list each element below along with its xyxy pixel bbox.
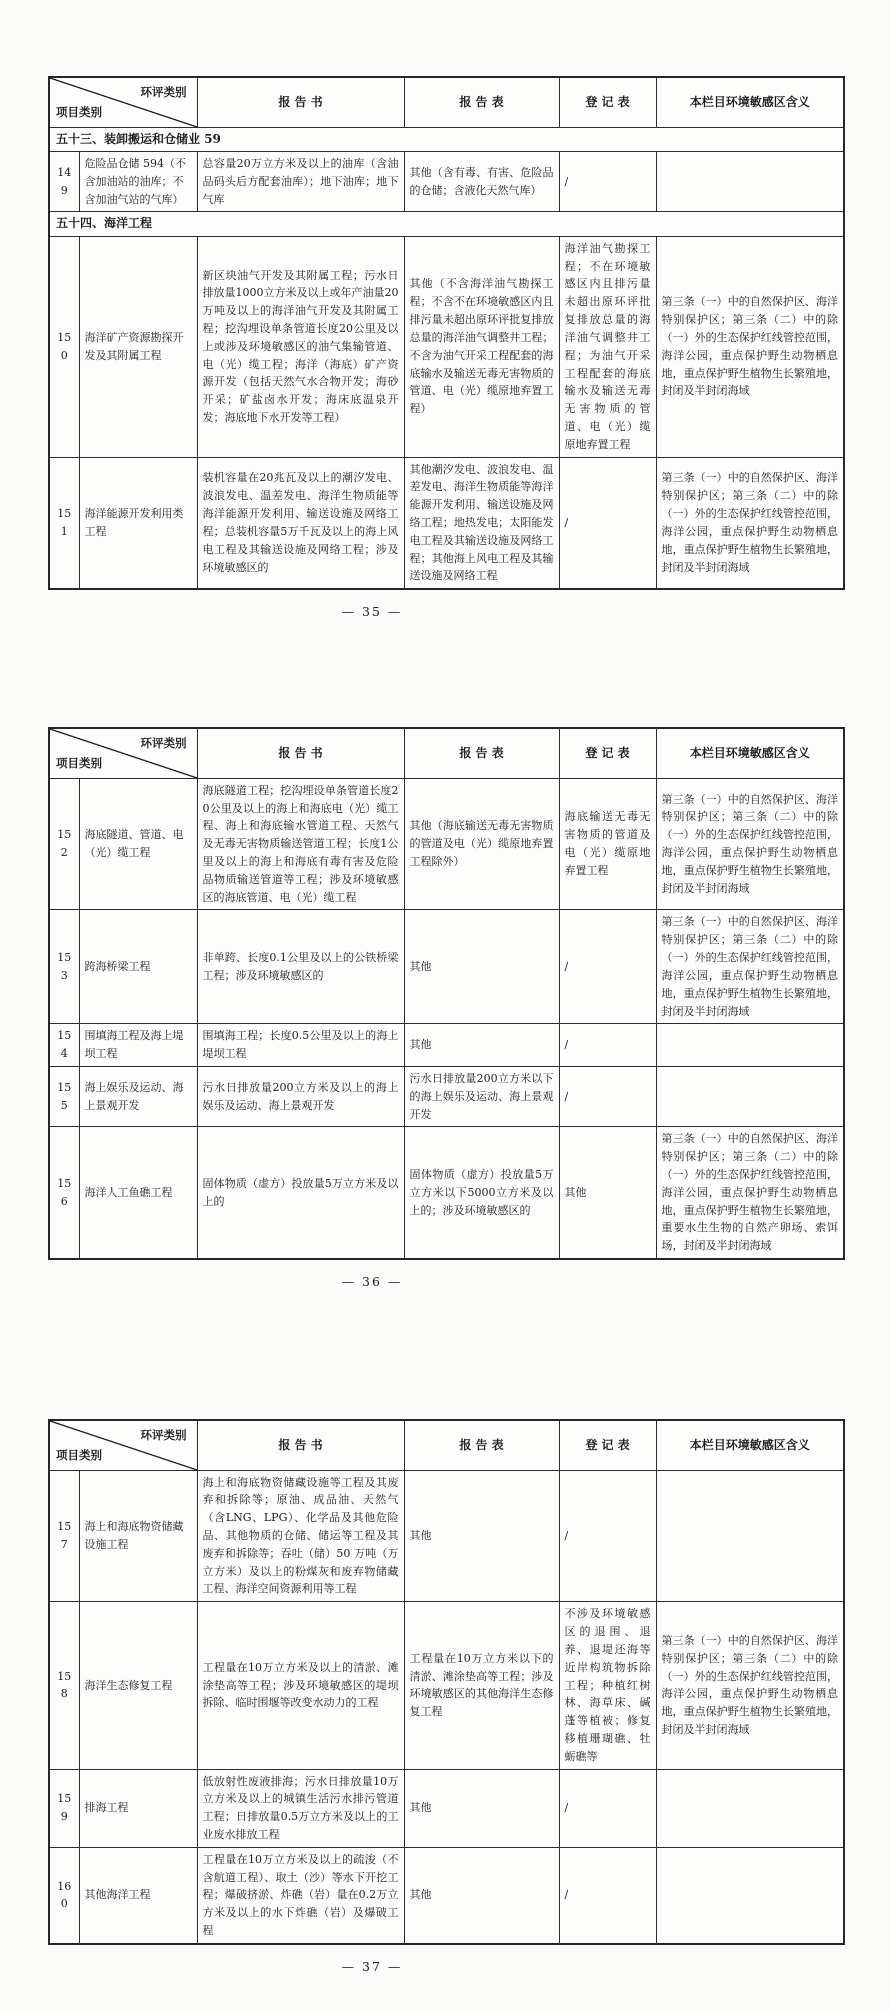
project-category-cell: 海底隧道、管道、电（光）缆工程 <box>79 778 197 910</box>
table-header-row <box>49 728 844 778</box>
sensitive-meaning-cell <box>656 1024 844 1067</box>
header-sensitive-meaning: 本栏目环境敏感区含义 <box>656 728 844 778</box>
header-report-form: 报 告 表 <box>404 728 559 778</box>
registration-form-cell: 海洋油气勘探工程；不在环境敏感区内且排污量未超出原环评批复排放总量的海洋油气调整井工程；为油气开采工程配套的海底输水及输送无毒无害物质的管道、电（光）缆原地弃置工程 <box>559 236 656 457</box>
registration-form-cell: 不涉及环境敏感区的退围、退养、退堤还海等近岸构筑物拆除工程；种植红树林、海草床、碱蓬等植被；修复移植珊瑚礁、牡蛎礁等 <box>559 1602 656 1769</box>
table-row <box>49 457 844 589</box>
header-registration-form: 登 记 表 <box>559 77 656 127</box>
page-36 <box>48 727 843 1289</box>
sensitive-meaning-cell: 第三条（一）中的自然保护区、海洋特别保护区；第三条（二）中的除（一）外的生态保护红线管控范围，海洋公园，重点保护野生动物栖息地，重点保护野生植物生长繁殖地，封闭及半封闭海域 <box>656 778 844 910</box>
report-book-cell: 装机容量在20兆瓦及以上的潮汐发电、波浪发电、温差发电、海洋生物质能等海洋能源开发利用、输送设施及网络工程；总装机容量5万千瓦及以上的海上风电工程及其输送设施及网络工程；涉及环境敏感区的 <box>197 457 404 589</box>
header-diagonal-cell <box>49 77 197 127</box>
project-category-cell: 围填海工程及海上堤坝工程 <box>79 1024 197 1067</box>
page-number: — 37 — <box>341 1958 403 1974</box>
table-row <box>49 1769 844 1847</box>
table-row <box>49 1066 844 1126</box>
header-eia-category-label: 环评类别 <box>140 1428 187 1443</box>
table-row <box>49 1470 844 1602</box>
report-form-cell: 其他（含有毒、有害、危险品的仓储；含液化天然气库） <box>404 151 559 211</box>
row-number: 153 <box>49 910 79 1024</box>
registration-form-cell: / <box>559 910 656 1024</box>
table-row <box>49 236 844 457</box>
page-37 <box>48 1419 843 1974</box>
report-form-cell: 工程量在10万立方米以下的清淤、滩涂垫高等工程；涉及环境敏感区的其他海洋生态修复工程 <box>404 1602 559 1769</box>
page-number: — 35 — <box>341 604 403 620</box>
header-eia-category-label: 环评类别 <box>140 736 187 751</box>
report-form-cell: 其他（海底输送无毒无害物质的管道及电（光）缆原地弃置工程除外） <box>404 778 559 910</box>
header-report-form: 报 告 表 <box>404 77 559 127</box>
table-row <box>49 778 844 910</box>
sensitive-meaning-cell <box>656 151 844 211</box>
table-header-row <box>49 1420 844 1470</box>
report-form-cell: 污水日排放量200立方米以下的海上娱乐及运动、海上景观开发 <box>404 1066 559 1126</box>
project-category-cell: 海上娱乐及运动、海上景观开发 <box>79 1066 197 1126</box>
report-book-cell: 海底隧道工程；挖沟埋设单条管道长度20公里及以上的海上和海底电（光）缆工程、海上和海底输水管道工程、天然气及无毒无害物质输送管道工程；长度1公里及以上的海上和海底有毒有害及危险品物质输送管道等工程；涉及环境敏感区的海底管道、电（光）缆工程 <box>197 778 404 910</box>
registration-form-cell: / <box>559 1024 656 1067</box>
header-sensitive-meaning: 本栏目环境敏感区含义 <box>656 1420 844 1470</box>
header-eia-category-label: 环评类别 <box>140 85 187 99</box>
section-row <box>49 127 844 151</box>
row-number: 159 <box>49 1769 79 1847</box>
report-book-cell: 工程量在10万立方米及以上的疏浚（不含航道工程）、取土（沙）等水下开挖工程；爆破挤淤、炸礁（岩）量在0.2万立方米及以上的水下炸礁（岩）及爆破工程 <box>197 1847 404 1944</box>
registration-form-cell: / <box>559 1847 656 1944</box>
table-row <box>49 1024 844 1067</box>
report-book-cell: 低放射性废液排海；污水日排放量10万立方米及以上的城镇生活污水排污管道工程；日排放量0.5万立方米及以上的工业废水排放工程 <box>197 1769 404 1847</box>
project-category-cell: 其他海洋工程 <box>79 1847 197 1944</box>
header-report-form: 报 告 表 <box>404 1420 559 1470</box>
page-gap <box>48 619 843 727</box>
sensitive-meaning-cell <box>656 1470 844 1602</box>
eia-classification-table <box>48 1419 845 1945</box>
project-category-cell: 排海工程 <box>79 1769 197 1847</box>
row-number: 150 <box>49 236 79 457</box>
project-category-cell: 海洋生态修复工程 <box>79 1602 197 1769</box>
header-project-category-label: 项目类别 <box>56 756 102 771</box>
registration-form-cell: 海底输送无毒无害物质的管道及电（光）缆原地弃置工程 <box>559 778 656 910</box>
registration-form-cell: / <box>559 151 656 211</box>
registration-form-cell: / <box>559 1470 656 1602</box>
report-form-cell: 其他 <box>404 1470 559 1602</box>
header-report-book: 报 告 书 <box>197 77 404 127</box>
report-form-cell: 其他潮汐发电、波浪发电、温差发电、海洋生物质能等海洋能源开发利用、输送设施及网络工程；地热发电；太阳能发电工程及其输送设施及网络工程；其他海上风电工程及其输送设施及网络工程 <box>404 457 559 589</box>
row-number: 149 <box>49 151 79 211</box>
header-report-book: 报 告 书 <box>197 1420 404 1470</box>
registration-form-cell: / <box>559 1769 656 1847</box>
header-registration-form: 登 记 表 <box>559 728 656 778</box>
project-category-cell: 海洋能源开发利用类工程 <box>79 457 197 589</box>
eia-classification-table <box>48 76 845 590</box>
report-book-cell: 围填海工程；长度0.5公里及以上的海上堤坝工程 <box>197 1024 404 1067</box>
page-35 <box>48 76 843 619</box>
row-number: 160 <box>49 1847 79 1944</box>
section-row <box>49 212 844 236</box>
page-gap <box>48 1289 843 1419</box>
project-category-cell: 危险品仓储 594（不含加油站的油库；不含加油气站的气库） <box>79 151 197 211</box>
eia-classification-table <box>48 727 845 1260</box>
table-row <box>49 1127 844 1259</box>
sensitive-meaning-cell: 第三条（一）中的自然保护区、海洋特别保护区；第三条（二）中的除（一）外的生态保护红线管控范围，海洋公园，重点保护野生动物栖息地，重点保护野生植物生长繁殖地，封闭及半封闭海域 <box>656 910 844 1024</box>
report-book-cell: 工程量在10万立方米及以上的清淤、滩涂垫高等工程；涉及环境敏感区的堤坝拆除、临时围堰等改变水动力的工程 <box>197 1602 404 1769</box>
header-sensitive-meaning: 本栏目环境敏感区含义 <box>656 77 844 127</box>
report-form-cell: 其他（不含海洋油气勘探工程；不含不在环境敏感区内且排污量未超出原环评批复排放总量的海洋油气调整井工程；不含为油气开采工程配套的海底输水及输送无毒无害物质的管道、电（光）缆原地弃置工程） <box>404 236 559 457</box>
table-row <box>49 151 844 211</box>
row-number: 158 <box>49 1602 79 1769</box>
project-category-cell: 海洋人工鱼礁工程 <box>79 1127 197 1259</box>
row-number: 152 <box>49 778 79 910</box>
section-label: 五十三、装卸搬运和仓储业 59 <box>49 127 844 151</box>
project-category-cell: 海上和海底物资储藏设施工程 <box>79 1470 197 1602</box>
sensitive-meaning-cell <box>656 1066 844 1126</box>
report-book-cell: 海上和海底物资储藏设施等工程及其废弃和拆除等；原油、成品油、天然气（含LNG、LPG）、化学品及其他危险品、其他物质的仓储、储运等工程及其废弃和拆除等；吞吐（储）50 万吨（万立方米）及以上的粉煤灰和废弃物储藏工程、海洋空间资源利用等工程 <box>197 1470 404 1602</box>
section-label: 五十四、海洋工程 <box>49 212 844 236</box>
sensitive-meaning-cell: 第三条（一）中的自然保护区、海洋特别保护区；第三条（二）中的除（一）外的生态保护红线管控范围，海洋公园，重点保护野生动物栖息地，重点保护野生植物生长繁殖地，封闭及半封闭海域 <box>656 457 844 589</box>
report-book-cell: 新区块油气开发及其附属工程；污水日排放量1000立方米及以上或年产油量20万吨及以上的海洋油气开发及其附属工程；挖沟埋设单条管道长度20公里及以上或涉及环境敏感区的油气集输管道、电（光）缆工程；海洋（海底）矿产资源开发（包括天然气水合物开发；海砂开采；矿盐卤水开发；海床底温泉开发；海底地下水开发等工程） <box>197 236 404 457</box>
report-form-cell: 其他 <box>404 1769 559 1847</box>
project-category-cell: 海洋矿产资源勘探开发及其附属工程 <box>79 236 197 457</box>
header-project-category-label: 项目类别 <box>56 104 102 119</box>
row-number: 155 <box>49 1066 79 1126</box>
sensitive-meaning-cell <box>656 1769 844 1847</box>
report-book-cell: 非单跨、长度0.1公里及以上的公铁桥梁工程；涉及环境敏感区的 <box>197 910 404 1024</box>
sensitive-meaning-cell <box>656 1847 844 1944</box>
table-row <box>49 1602 844 1769</box>
header-diagonal-cell <box>49 1420 197 1470</box>
row-number: 151 <box>49 457 79 589</box>
table-header-row <box>49 77 844 127</box>
report-book-cell: 污水日排放量200立方米及以上的海上娱乐及运动、海上景观开发 <box>197 1066 404 1126</box>
report-book-cell: 总容量20万立方米及以上的油库（含油品码头后方配套油库）；地下油库；地下气库 <box>197 151 404 211</box>
report-form-cell: 固体物质（虚方）投放量5万立方米以下5000立方米及以上的；涉及环境敏感区的 <box>404 1127 559 1259</box>
table-row <box>49 1847 844 1944</box>
sensitive-meaning-cell: 第三条（一）中的自然保护区、海洋特别保护区；第三条（二）中的除（一）外的生态保护红线管控范围，海洋公园，重点保护野生动物栖息地，重点保护野生植物生长繁殖地，封闭及半封闭海域 <box>656 236 844 457</box>
row-number: 157 <box>49 1470 79 1602</box>
report-form-cell: 其他 <box>404 1847 559 1944</box>
report-form-cell: 其他 <box>404 910 559 1024</box>
report-book-cell: 固体物质（虚方）投放量5万立方米及以上的 <box>197 1127 404 1259</box>
sensitive-meaning-cell: 第三条（一）中的自然保护区、海洋特别保护区；第三条（二）中的除（一）外的生态保护红线管控范围，海洋公园，重点保护野生动物栖息地，重点保护野生植物生长繁殖地，重要水生生物的自然产卵场、索饵场，封闭及半封闭海域 <box>656 1127 844 1259</box>
registration-form-cell: / <box>559 457 656 589</box>
registration-form-cell: 其他 <box>559 1127 656 1259</box>
header-diagonal-cell <box>49 728 197 778</box>
header-project-category-label: 项目类别 <box>56 1447 102 1462</box>
sensitive-meaning-cell: 第三条（一）中的自然保护区、海洋特别保护区；第三条（二）中的除（一）外的生态保护红线管控范围，海洋公园，重点保护野生动物栖息地，重点保护野生植物生长繁殖地，封闭及半封闭海域 <box>656 1602 844 1769</box>
header-report-book: 报 告 书 <box>197 728 404 778</box>
registration-form-cell: / <box>559 1066 656 1126</box>
row-number: 156 <box>49 1127 79 1259</box>
report-form-cell: 其他 <box>404 1024 559 1067</box>
table-row <box>49 910 844 1024</box>
header-registration-form: 登 记 表 <box>559 1420 656 1470</box>
page-number: — 36 — <box>341 1274 403 1290</box>
row-number: 154 <box>49 1024 79 1067</box>
project-category-cell: 跨海桥梁工程 <box>79 910 197 1024</box>
